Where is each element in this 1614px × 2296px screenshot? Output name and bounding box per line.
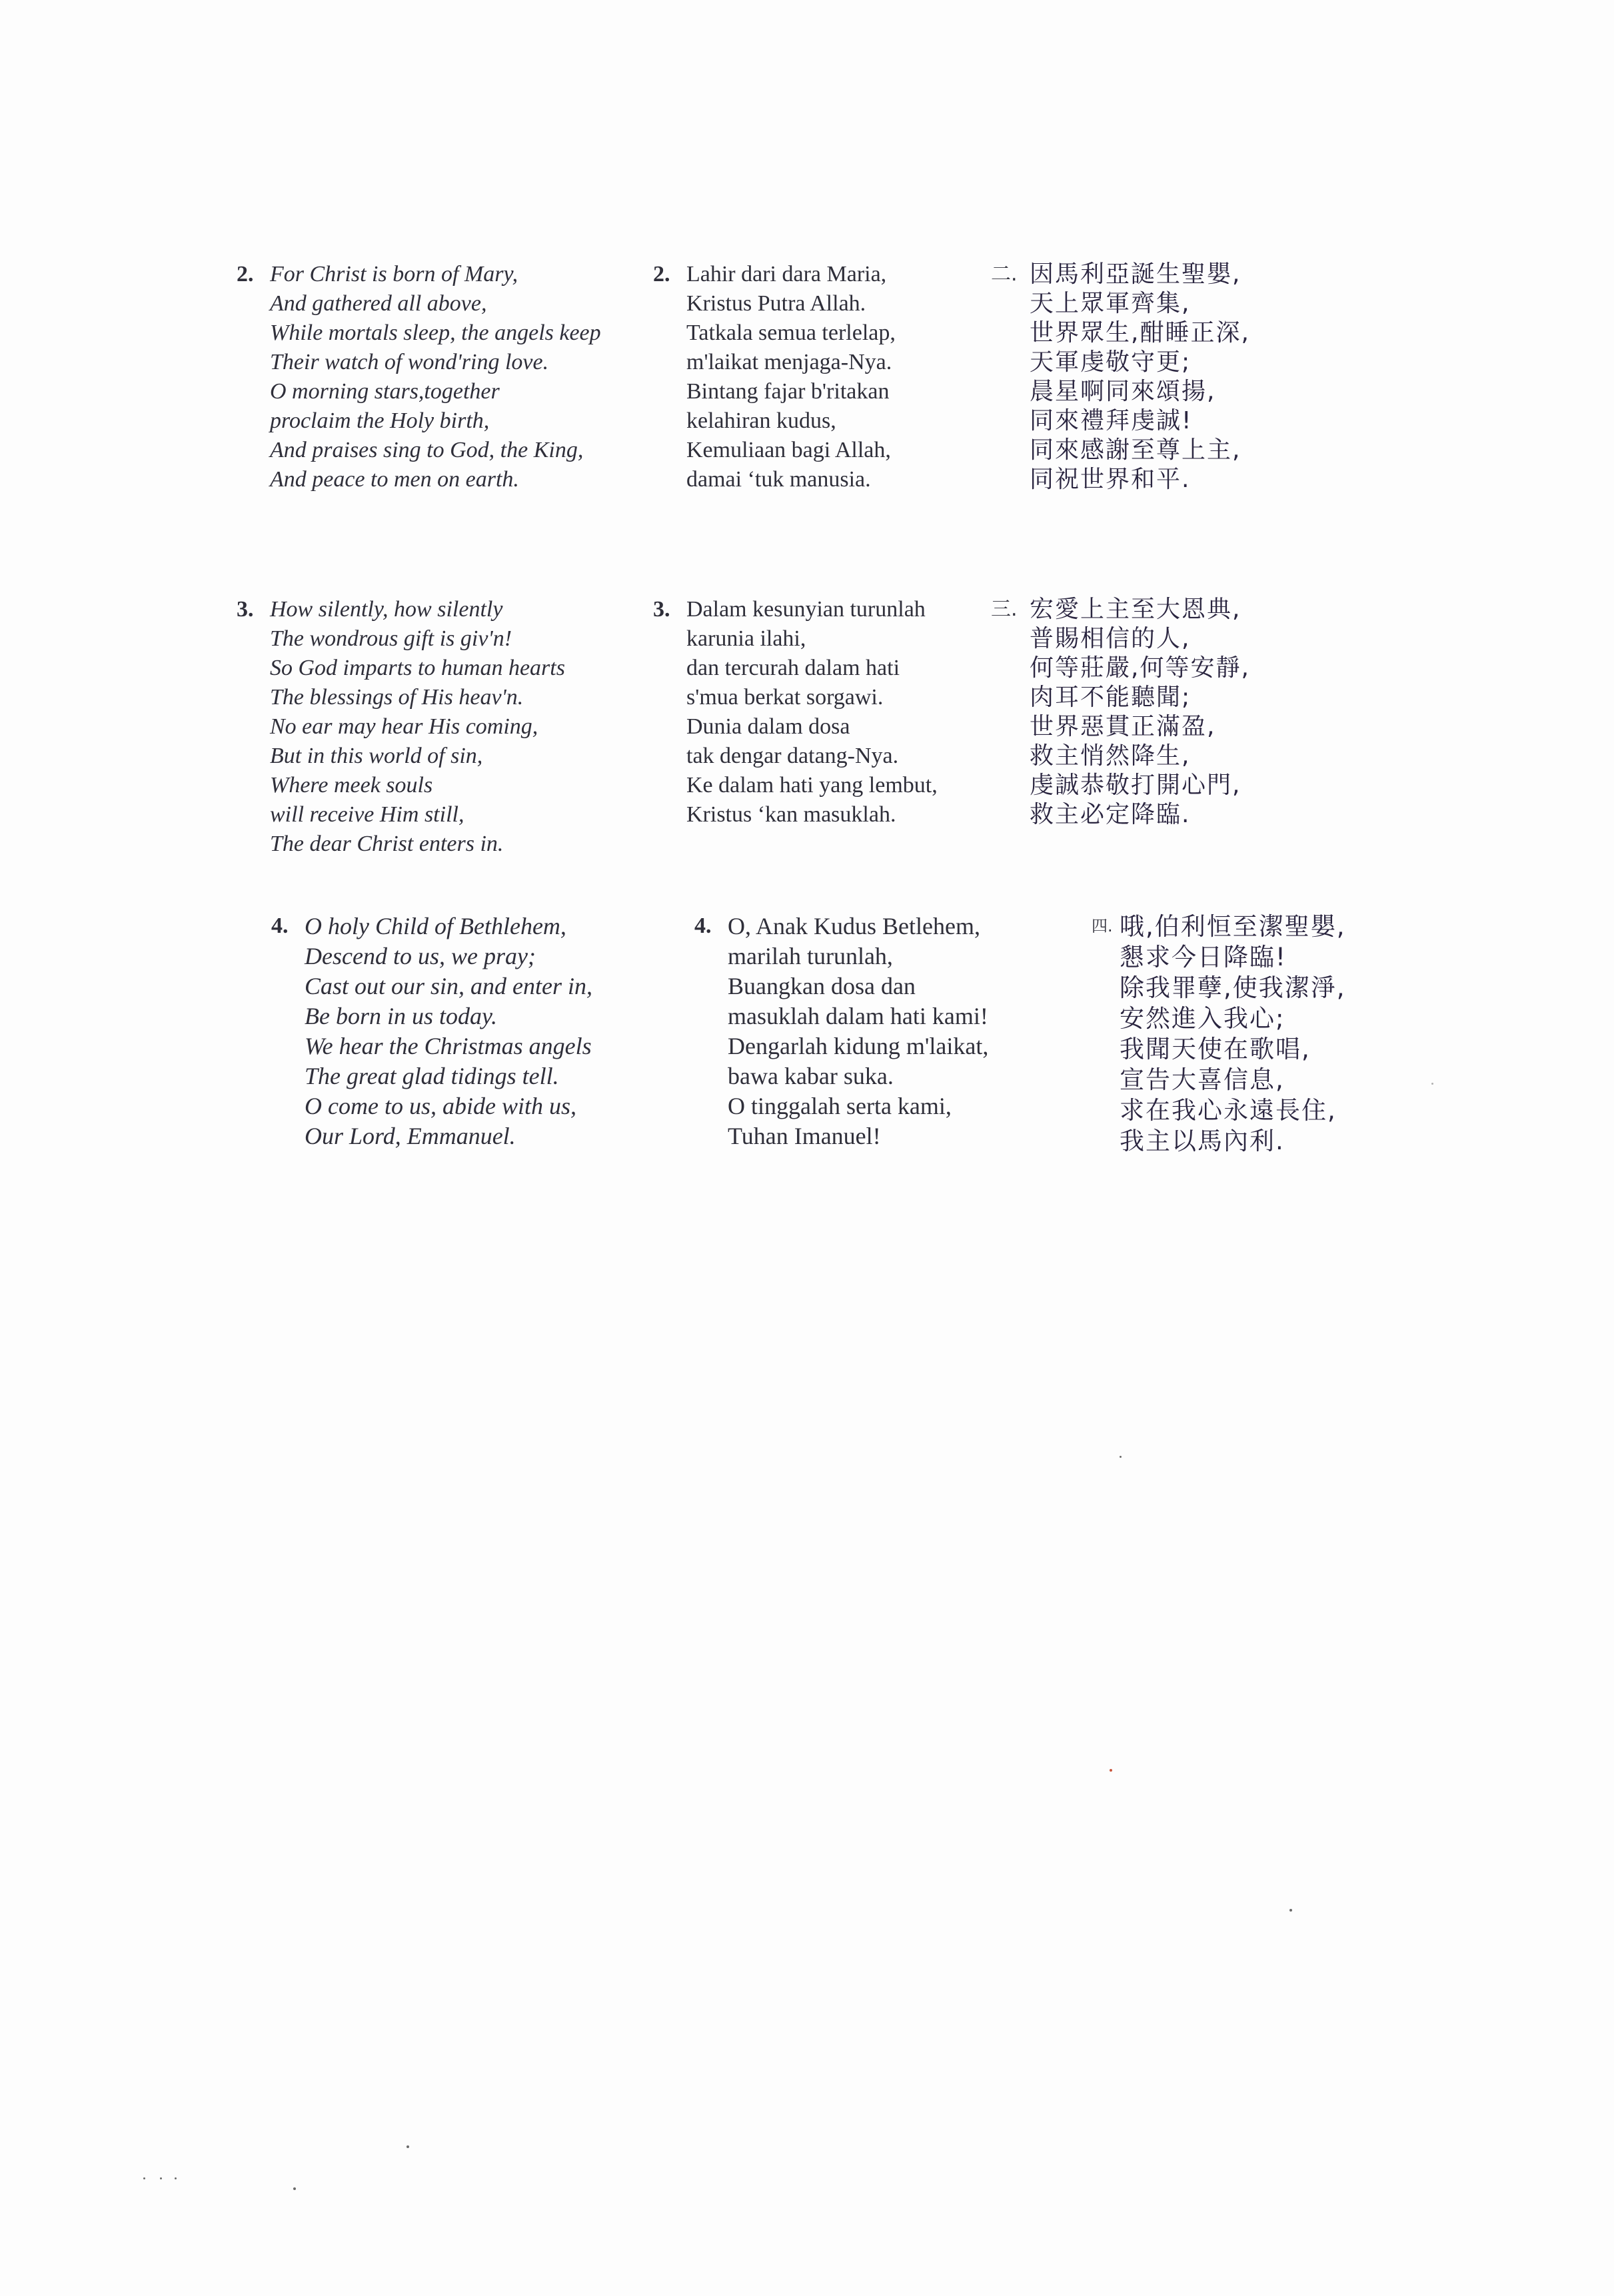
lyric-line: 同來感謝至尊上主, [1030,436,1241,464]
lyric-line: marilah turunlah, [728,943,893,969]
lyric-line: Tatkala semua terlelap, [686,320,896,345]
lyric-line: Kemuliaan bagi Allah, [686,438,891,462]
verse-3-english [237,595,696,859]
lyric-line: 世界眾生,酣睡正深, [1030,319,1250,346]
lyric-line: Bintang fajar b'ritakan [686,379,890,404]
lyric-line: The wondrous gift is giv'n! [270,626,512,651]
lyric-line: But in this world of sin, [270,744,483,768]
lyric-line: O tinggalah serta kami, [728,1093,952,1119]
lyric-line: 救主必定降臨. [1030,801,1191,828]
lyric-line: 同來禮拜虔誠! [1030,407,1193,434]
lyric-line: 宣告大喜信息, [1120,1065,1285,1094]
lyric-line: Kristus ‘kan masuklah. [686,802,896,827]
lyric-line: masuklah dalam hati kami! [728,1003,988,1029]
lyric-line: O come to us, abide with us, [305,1093,576,1119]
lyric-line: The great glad tidings tell. [305,1063,559,1089]
lyric-line: Tuhan Imanuel! [728,1123,881,1149]
lyric-line: We hear the Christmas angels [305,1033,592,1059]
lyric-line: 救主悄然降生, [1030,742,1191,770]
lyric-line: s'mua berkat sorgawi. [686,685,884,710]
lyric-line: m'laikat menjaga-Nya. [686,350,892,374]
lyric-line: bawa kabar suka. [728,1063,894,1089]
verse-3-row [0,595,1614,908]
verse-number: 四. [1092,917,1113,935]
verse-4-row [0,911,1614,1225]
verse-number: 三. [991,598,1018,621]
lyric-line: proclaim the Holy birth, [270,408,490,433]
lyric-line: How silently, how silently [270,597,503,622]
lyric-line: Dengarlah kidung m'laikat, [728,1033,989,1059]
verse-number: 3. [237,597,254,622]
lyric-line: O holy Child of Bethlehem, [305,913,566,939]
verse-2-english [237,260,696,494]
lyric-line: 安然進入我心; [1120,1004,1285,1033]
lyric-line: 因馬利亞誕生聖嬰, [1030,261,1241,288]
lyric-line: will receive Him still, [270,802,464,827]
lyric-line: 天軍虔敬守更; [1030,348,1192,376]
lyric-line: Where meek souls [270,773,433,798]
lyric-line: kelahiran kudus, [686,408,836,433]
lyric-line: Kristus Putra Allah. [686,291,866,316]
scan-speck [1431,1083,1433,1085]
lyric-line: The dear Christ enters in. [270,832,504,856]
verse-number: 4. [694,913,712,938]
lyric-line: damai ‘tuk manusia. [686,467,871,492]
scan-speck [406,2145,409,2148]
verse-2-indonesian [653,260,1086,494]
verse-2-chinese [991,260,1456,494]
lyric-line: karunia ilahi, [686,626,806,651]
lyric-line: 何等莊嚴,何等安靜, [1030,654,1250,682]
lyric-line: Be born in us today. [305,1003,497,1029]
verse-number: 2. [653,262,670,287]
verse-number: 4. [271,913,289,938]
lyric-line: Our Lord, Emmanuel. [305,1123,516,1149]
lyric-line: Dalam kesunyian turunlah [686,597,926,622]
verse-number: 3. [653,597,670,622]
lyric-line: Descend to us, we pray; [305,943,536,969]
lyric-line: 我聞天使在歌唱, [1120,1035,1311,1063]
lyric-line: O, Anak Kudus Betlehem, [728,913,980,939]
verse-number: 2. [237,262,254,287]
lyric-line: 同祝世界和平. [1030,466,1191,493]
lyric-line: No ear may hear His coming, [270,714,538,739]
lyric-line: 求在我心永遠長住, [1120,1096,1337,1125]
lyric-line: 除我罪孽,使我潔淨, [1120,973,1346,1002]
lyric-line: 虔誠恭敬打開心門, [1030,772,1241,799]
verse-3-indonesian [653,595,1086,830]
lyric-line: Cast out our sin, and enter in, [305,973,593,999]
lyric-line: And praises sing to God, the King, [270,438,584,462]
scan-speck [293,2187,296,2190]
lyric-line: dan tercurah dalam hati [686,656,900,680]
lyric-line: The blessings of His heav'n. [270,685,524,710]
lyric-line: 我主以馬內利. [1120,1127,1285,1155]
lyric-line: And peace to men on earth. [270,467,519,492]
lyric-line: Ke dalam hati yang lembut, [686,773,938,798]
lyric-line: tak dengar datang-Nya. [686,744,899,768]
lyric-line: Lahir dari dara Maria, [686,262,887,287]
lyric-line: O morning stars,together [270,379,500,404]
verse-2-row [0,260,1614,573]
lyric-line: Their watch of wond'ring love. [270,350,549,374]
lyric-line: For Christ is born of Mary, [270,262,518,287]
lyric-line: 哦,伯利恒至潔聖嬰, [1120,912,1346,941]
lyric-line: 普賜相信的人, [1030,625,1191,652]
scan-speck [1120,1456,1122,1458]
scan-speck [160,2177,162,2179]
scan-speck [1289,1909,1292,1912]
verse-number: 二. [991,263,1018,286]
lyric-line: So God imparts to human hearts [270,656,565,680]
verse-4-indonesian [694,911,1128,1151]
lyric-line: 晨星啊同來頌揚, [1030,378,1216,405]
verse-4-english [271,911,731,1151]
lyric-line: Buangkan dosa dan [728,973,916,999]
verse-3-chinese [991,595,1456,830]
scan-speck [175,2177,177,2179]
lyric-line: 宏愛上主至大恩典, [1030,596,1241,623]
verse-4-chinese [1092,911,1546,1157]
lyric-line: 懇求今日降臨! [1120,943,1287,971]
lyric-line: 天上眾軍齊集, [1030,290,1191,317]
scan-speck [143,2177,145,2179]
lyric-line: Dunia dalam dosa [686,714,850,739]
lyric-line: 世界惡貫正滿盈, [1030,713,1216,740]
scan-speck [1110,1769,1112,1772]
lyric-line: 肉耳不能聽聞; [1030,684,1192,711]
lyric-line: And gathered all above, [270,291,487,316]
lyric-line: While mortals sleep, the angels keep [270,320,601,345]
